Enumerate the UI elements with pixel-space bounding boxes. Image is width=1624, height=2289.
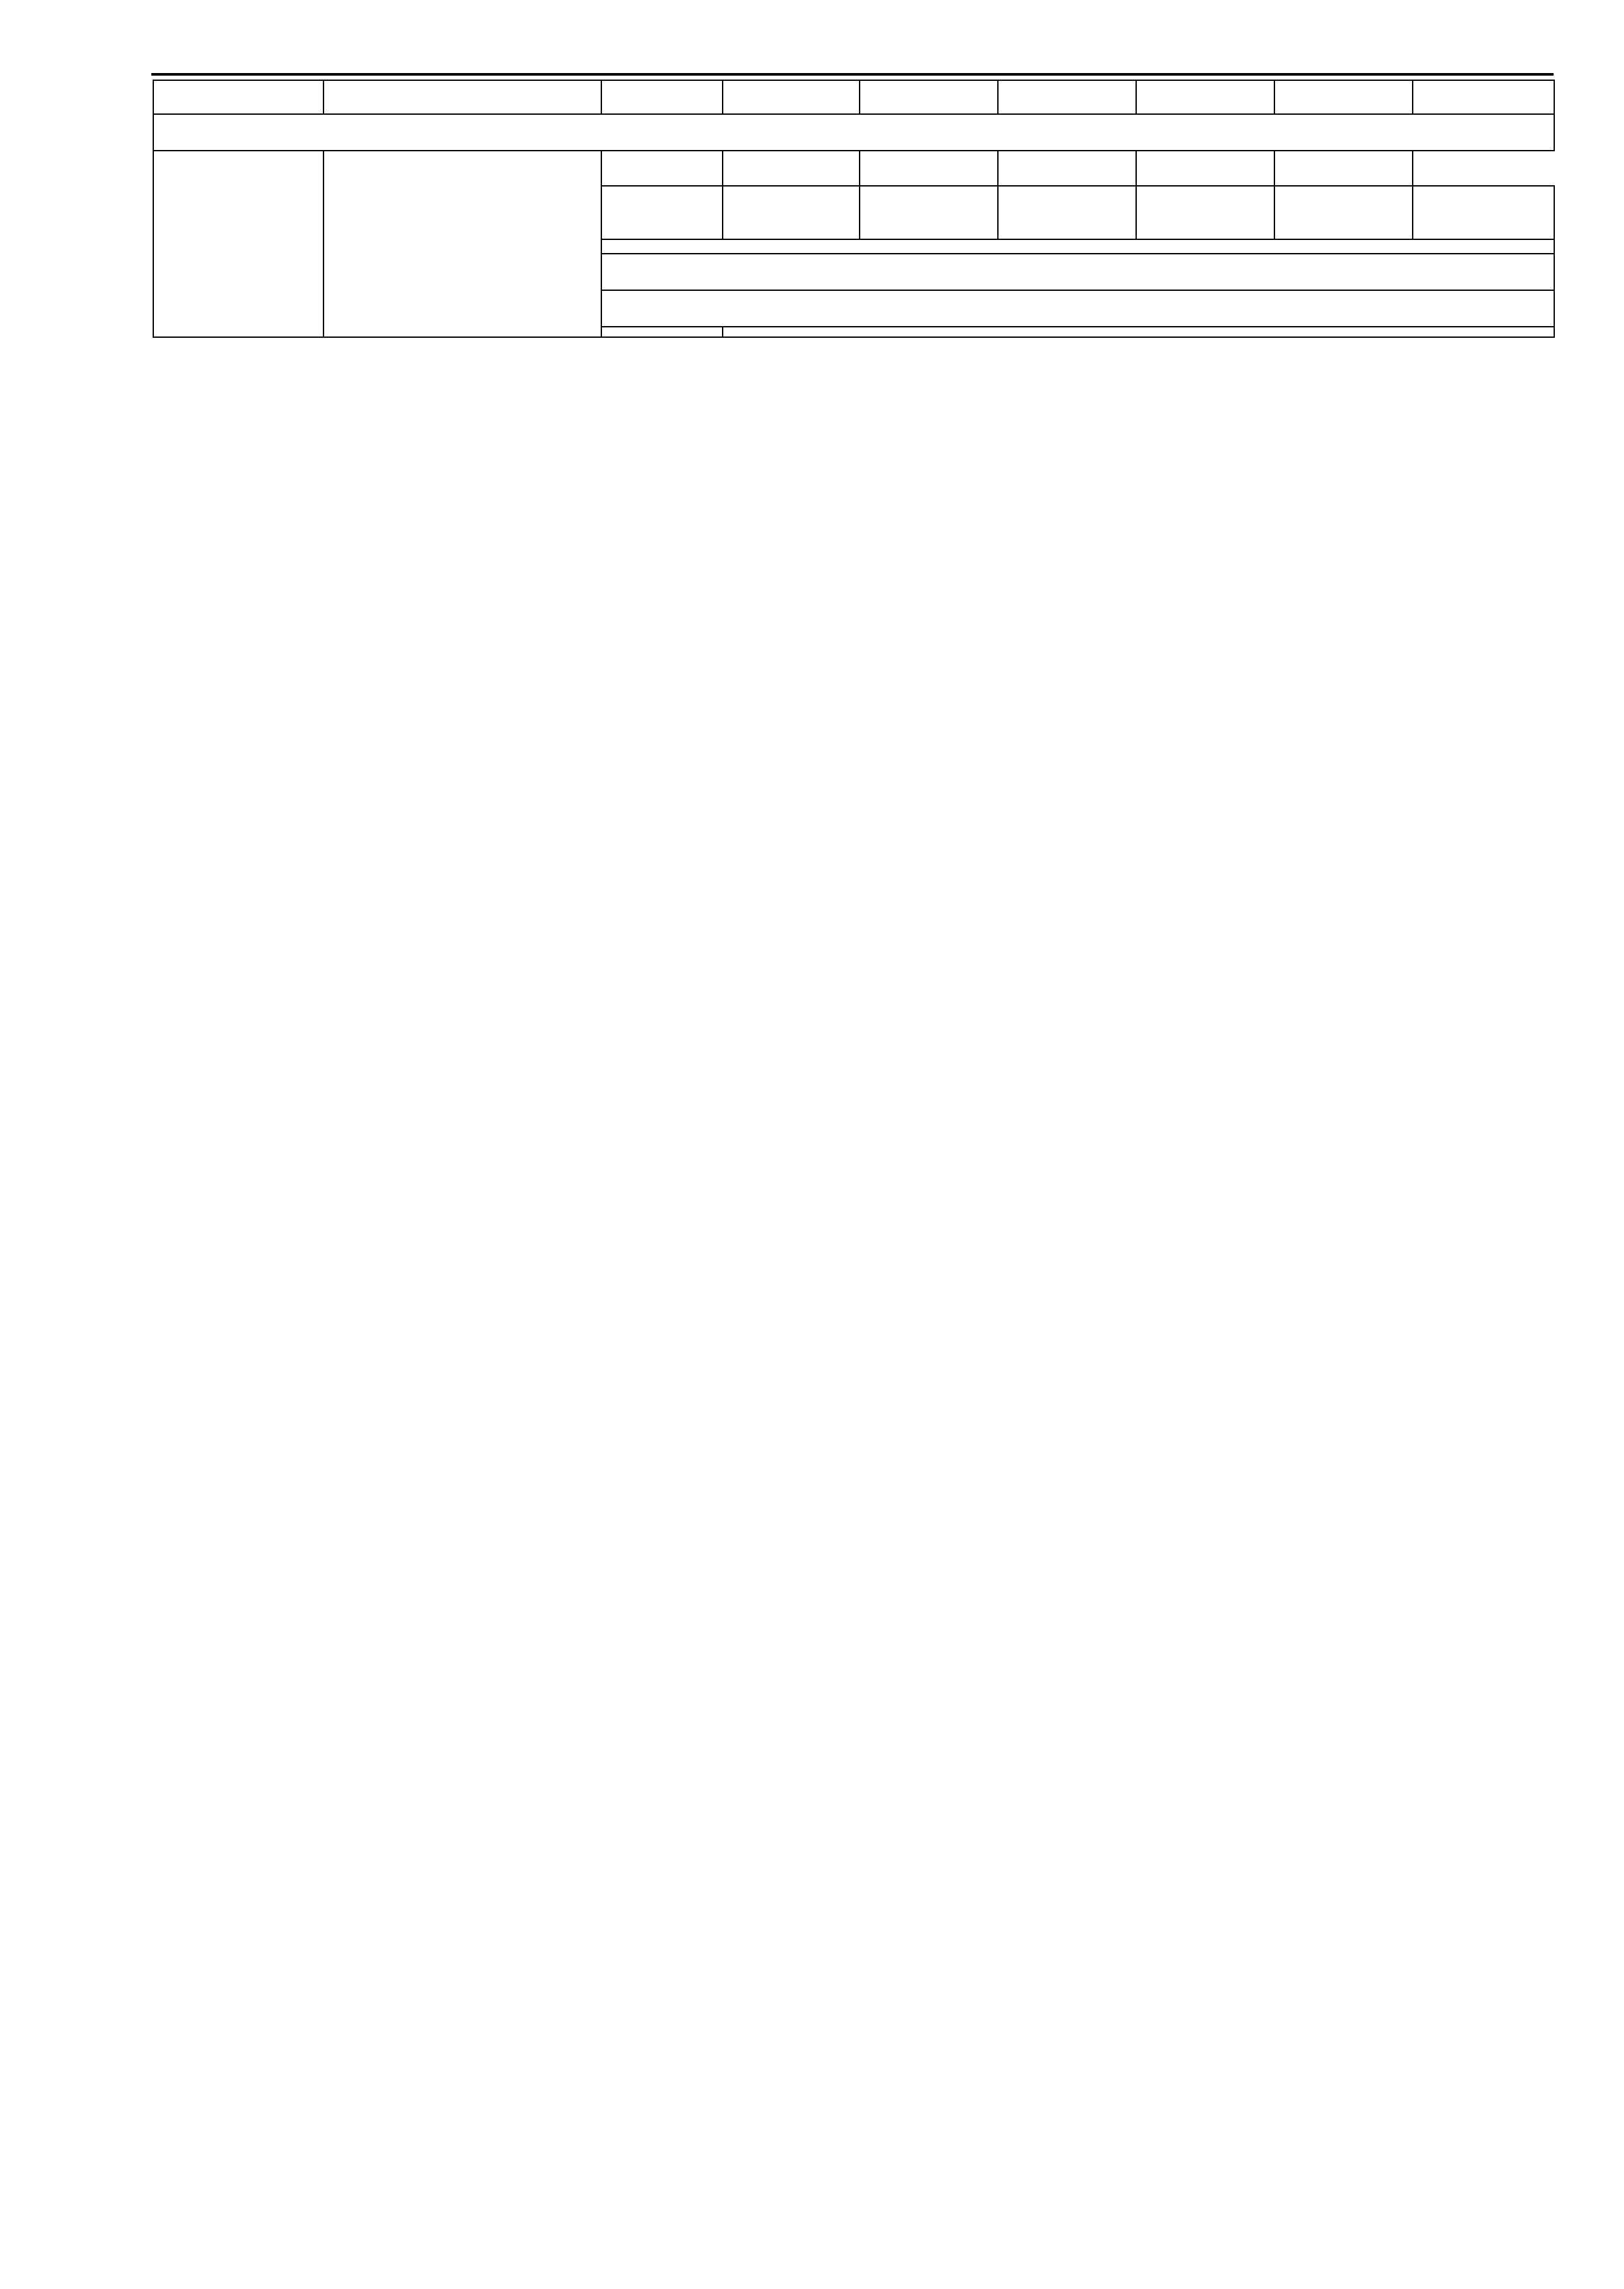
column-number <box>1274 80 1413 114</box>
table-005-first-row <box>153 151 1554 186</box>
cost-cell <box>723 151 860 186</box>
column-number <box>601 80 723 114</box>
rate-description <box>323 151 601 337</box>
group-heading <box>723 327 1554 337</box>
resource-name <box>723 186 860 239</box>
estimate-table <box>153 80 1555 338</box>
column-number-row <box>153 80 1554 114</box>
table-005-title-cell <box>153 114 1554 151</box>
soil-group <box>601 151 723 186</box>
column-number <box>998 80 1136 114</box>
cost-cell <box>1274 151 1413 186</box>
table-title-row <box>153 114 1554 151</box>
column-number <box>723 80 860 114</box>
header-rule <box>151 73 1554 76</box>
table-009-title-cell <box>601 290 1554 327</box>
measure-line <box>607 262 1548 287</box>
section-title <box>601 239 1554 254</box>
column-number <box>860 80 998 114</box>
cost-cell <box>1136 151 1274 186</box>
rate-code <box>153 151 323 337</box>
column-number <box>1413 80 1554 114</box>
column-number <box>153 80 323 114</box>
cost-cell <box>998 151 1136 186</box>
measure-line <box>607 299 1548 323</box>
column-number <box>323 80 601 114</box>
cost-cell <box>860 151 998 186</box>
table-008-title-cell <box>601 254 1554 290</box>
measure-line <box>159 123 1548 147</box>
column-number <box>1136 80 1274 114</box>
resource-code <box>601 186 723 239</box>
